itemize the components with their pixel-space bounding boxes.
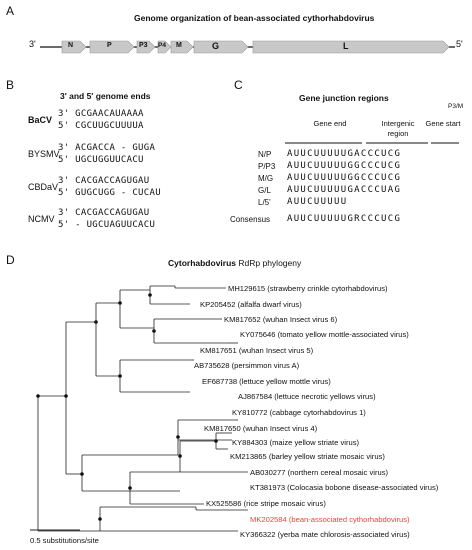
bacv-5prime-seq: 5' CGCUUGCUUUUA [58,121,144,131]
panel-c-title: Gene junction regions [299,93,389,103]
junction-seq-gl: AUUCUUUUUGACCCUAG [287,185,402,195]
panel-d-title-rest: RdRp phylogeny [236,258,302,268]
taxon-label: KP205452 (alfalfa dwarf virus) [200,300,302,309]
junction-label-np: N/P [258,150,272,159]
panel-a-letter: A [6,4,15,18]
taxon-label: KM817650 (wuhan Insect virus 4) [204,424,318,433]
panel-d-letter: D [6,253,15,267]
bysmv-3prime-seq: 3' ACGACCA - GUGA [58,143,156,153]
bysmv-5prime-seq: 5' UGCUGGUUCACU [58,155,144,165]
virus-name-bysmv: BYSMV [28,149,60,159]
gene-label-p3: P3 [139,42,148,49]
genome-5prime-label: 5' [456,39,463,49]
consensus-label: Consensus [230,215,271,224]
taxon-label: EF687738 (lettuce yellow mottle virus) [202,377,331,386]
taxon-label: KY810772 (cabbage cytorhabdovirus 1) [232,408,366,417]
gene-label-m: M [176,42,182,49]
virus-name-bacv: BaCV [28,115,53,125]
gene-label-n: N [68,42,74,49]
panel-c-letter: C [234,78,243,92]
ncmv-5prime-seq: 5' - UGCUAGUUCACU [58,220,156,230]
junction-label-gl: G/L [258,186,271,195]
taxon-label: KY884303 (maize yellow striate virus) [232,438,360,447]
taxon-label: KY075646 (tomato yellow mottle-associated virus) [240,330,409,339]
taxon-label: AB735628 (persimmon virus A) [194,361,300,370]
taxon-label: KT381973 (Colocasia bobone disease-associated virus) [250,483,439,492]
consensus-seq: AUUCUUUUUGRCCCUCG [287,214,402,224]
panel-b-letter: B [6,78,15,92]
panel-a-title: Genome organization of bean-associated cythorhabdovirus [134,13,375,23]
gene-label-p: P [107,42,112,49]
junction-label-pp3: P/P3 [258,162,276,171]
header-gene-start: Gene start [425,119,461,128]
genome-3prime-label: 3' [29,39,36,49]
bacv-3prime-seq: 3' GCGAACAUAAAA [58,109,144,119]
cbdav-5prime-seq: 5' GUGCUGG - CUCAU [58,188,161,198]
junction-seq-l5: AUUCUUUUU [287,197,348,207]
cbdav-3prime-seq: 3' CACGACCAGUGAU [58,176,150,186]
junction-seq-np: AUUCUUUUUGACCCUCG [287,149,402,159]
taxon-label: KM213865 (barley yellow striate mosaic virus) [230,452,385,461]
junction-seq-mg: AUUCUUUUUGGCCCUCG [287,173,402,183]
junction-label-l5: L/5' [258,198,271,207]
header-intergenic-region: Intergenic region [381,119,415,138]
taxon-label: MH129615 (strawberry crinkle cytorhabdovirus) [228,284,388,293]
taxon-label: KM817651 (wuhan Insect virus 5) [200,346,314,355]
junction-seq-pp3: AUUCUUUUUGGCCCUCG [287,161,402,171]
gene-label-g: G [212,41,220,51]
taxon-label: KY366322 (yerba mate chlorosis-associated virus) [240,530,410,539]
virus-name-ncmv: NCMV [28,214,55,224]
panel-d-title-genus: Cytorhabdovirus [168,258,237,268]
header-gene-end: Gene end [313,119,347,128]
taxon-label-highlight: MK202584 (bean-associated cythorhabdovirus) [250,515,410,524]
gene-label-l: L [343,41,349,51]
taxon-label: AJ867584 (lettuce necrotic yellows virus) [238,392,376,401]
virus-name-cbdav: CBDaV [28,182,59,192]
junction-label-mg: M/G [258,174,274,183]
panel-b-title: 3' and 5' genome ends [60,91,151,101]
scale-bar-label: 0.5 substitutions/site [30,536,99,545]
taxon-label: AB030277 (northern cereal mosaic virus) [250,468,389,477]
panel-c-corner-label: P3/M [448,103,464,110]
gene-label-p4: P4 [158,42,166,49]
ncmv-3prime-seq: 3' CACGACCAGUGAU [58,208,150,218]
taxon-label: KX525586 (rice stripe mosaic virus) [206,499,326,508]
taxon-label: KM817652 (wuhan Insect virus 6) [224,315,338,324]
